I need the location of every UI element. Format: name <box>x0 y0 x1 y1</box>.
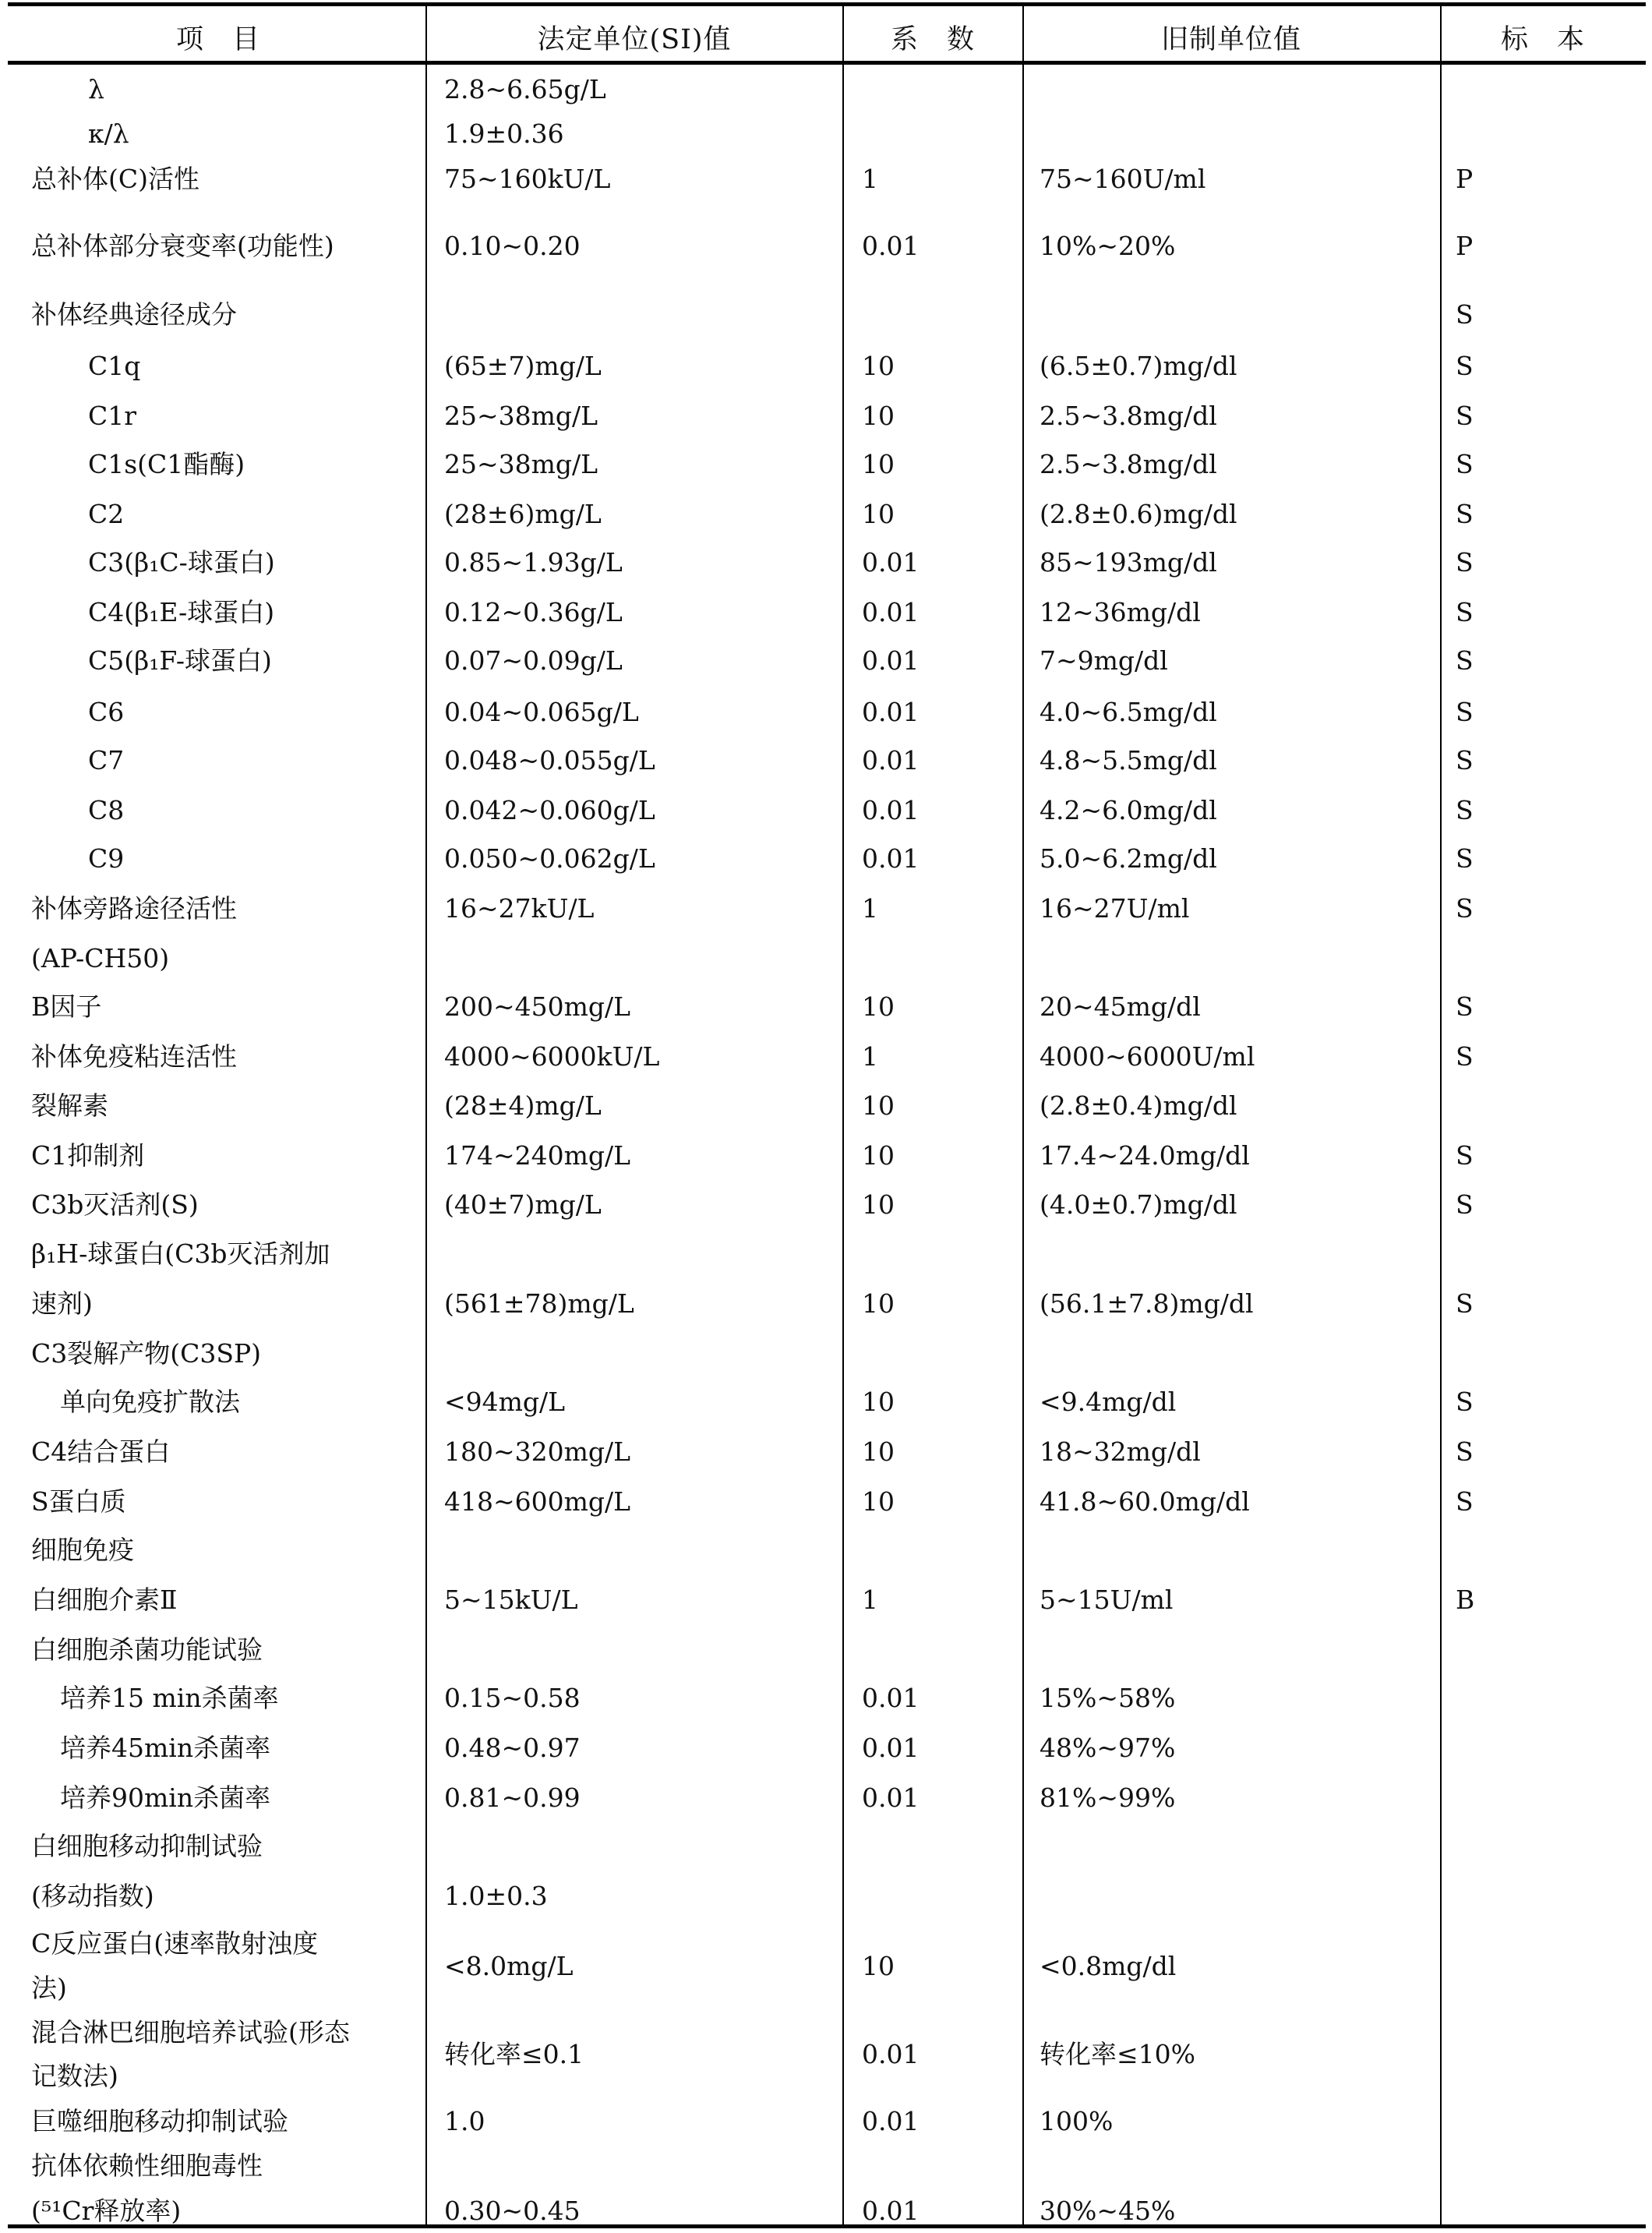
specimen: S <box>1456 645 1474 677</box>
specimen: S <box>1456 1189 1474 1221</box>
si-value: <8.0mg/L <box>444 1950 574 1981</box>
old-unit-value: 10%~20% <box>1040 231 1176 262</box>
specimen: S <box>1456 1288 1474 1319</box>
item-name: λ <box>88 74 104 105</box>
old-unit-value: 17.4~24.0mg/dl <box>1040 1139 1250 1171</box>
coefficient: 10 <box>862 498 895 529</box>
coefficient: 1 <box>862 1584 878 1615</box>
si-value: (65±7)mg/L <box>444 350 602 381</box>
old-unit-value: 75~160U/ml <box>1040 164 1206 195</box>
item-name: C3裂解产物(C3SP) <box>31 1337 262 1369</box>
item-name: 裂解素 <box>31 1090 108 1121</box>
specimen: S <box>1456 350 1474 381</box>
item-name: B因子 <box>31 991 102 1023</box>
coefficient: 0.01 <box>862 1782 920 1813</box>
si-value: 1.0±0.3 <box>444 1881 548 1912</box>
si-value: (28±4)mg/L <box>444 1090 602 1121</box>
si-value: 180~320mg/L <box>444 1436 631 1467</box>
old-unit-value: 7~9mg/dl <box>1040 645 1168 677</box>
item-name: 记数法) <box>31 2061 118 2092</box>
coefficient: 0.01 <box>862 547 920 578</box>
specimen: S <box>1456 1139 1474 1171</box>
specimen: S <box>1456 843 1474 874</box>
specimen: S <box>1456 597 1474 628</box>
specimen: S <box>1456 498 1474 529</box>
old-unit-value: 5~15U/ml <box>1040 1584 1174 1615</box>
si-value: 25~38mg/L <box>444 400 598 431</box>
si-value: 0.15~0.58 <box>444 1682 581 1713</box>
coefficient: 1 <box>862 1041 878 1072</box>
si-value: (40±7)mg/L <box>444 1189 602 1221</box>
old-unit-value: 4.0~6.5mg/dl <box>1040 697 1217 727</box>
old-unit-value: 转化率≤10% <box>1040 2038 1195 2069</box>
item-name: 培养45min杀菌率 <box>60 1732 271 1763</box>
old-unit-value: 5.0~6.2mg/dl <box>1040 843 1217 874</box>
column-divider <box>842 4 844 2227</box>
item-name: C6 <box>88 697 125 727</box>
table-bottom-rule <box>8 2224 1646 2228</box>
si-value: 16~27kU/L <box>444 893 595 924</box>
item-name: S蛋白质 <box>31 1486 126 1517</box>
si-value: 2.8~6.65g/L <box>444 74 606 105</box>
specimen: P <box>1456 164 1474 195</box>
si-value: 0.050~0.062g/L <box>444 843 655 874</box>
item-name: 培养15 min杀菌率 <box>60 1682 279 1713</box>
specimen: S <box>1456 400 1474 431</box>
item-name: C反应蛋白(速率散射浊度 <box>31 1928 319 1959</box>
item-name: C7 <box>88 745 125 776</box>
item-name: C4结合蛋白 <box>31 1436 171 1467</box>
si-value: 0.12~0.36g/L <box>444 597 623 628</box>
specimen: S <box>1456 795 1474 826</box>
si-value: 0.048~0.055g/L <box>444 745 655 776</box>
si-value: 0.07~0.09g/L <box>444 645 623 677</box>
header-coefficient: 系 数 <box>890 24 976 55</box>
old-unit-value: 12~36mg/dl <box>1040 597 1201 628</box>
specimen: S <box>1456 1436 1474 1467</box>
old-unit-value: (6.5±0.7)mg/dl <box>1040 350 1237 381</box>
coefficient: 10 <box>862 1950 895 1981</box>
si-value: 75~160kU/L <box>444 164 611 195</box>
coefficient: 10 <box>862 350 895 381</box>
header-item: 项 目 <box>175 24 261 55</box>
coefficient: 0.01 <box>862 795 920 826</box>
coefficient: 0.01 <box>862 597 920 628</box>
si-value: 0.48~0.97 <box>444 1732 581 1763</box>
old-unit-value: 20~45mg/dl <box>1040 991 1201 1023</box>
coefficient: 10 <box>862 1139 895 1171</box>
coefficient: 10 <box>862 1288 895 1319</box>
item-name: 单向免疫扩散法 <box>60 1386 240 1417</box>
old-unit-value: 100% <box>1040 2105 1114 2136</box>
old-unit-value: <9.4mg/dl <box>1040 1386 1177 1417</box>
specimen: S <box>1456 893 1474 924</box>
coefficient: 10 <box>862 1090 895 1121</box>
coefficient: 0.01 <box>862 745 920 776</box>
item-name: 白细胞杀菌功能试验 <box>31 1634 263 1665</box>
coefficient: 0.01 <box>862 843 920 874</box>
item-name: C3b灭活剂(S) <box>31 1189 199 1221</box>
item-name: 速剂) <box>31 1288 93 1319</box>
coefficient: 0.01 <box>862 231 920 262</box>
specimen: S <box>1456 1041 1474 1072</box>
old-unit-value: 48%~97% <box>1040 1732 1176 1763</box>
item-name: C1r <box>88 400 137 431</box>
coefficient: 10 <box>862 448 895 479</box>
column-divider <box>1022 4 1024 2227</box>
header-specimen: 标 本 <box>1500 24 1586 55</box>
specimen: S <box>1456 697 1474 727</box>
item-name: C8 <box>88 795 125 826</box>
coefficient: 10 <box>862 1189 895 1221</box>
si-value: 200~450mg/L <box>444 991 631 1023</box>
coefficient: 1 <box>862 893 878 924</box>
si-value: <94mg/L <box>444 1386 566 1417</box>
item-name: C2 <box>88 498 125 529</box>
old-unit-value: 16~27U/ml <box>1040 893 1190 924</box>
item-name: C1s(C1酯酶) <box>88 448 245 479</box>
item-name: 法) <box>31 1972 67 2003</box>
item-name: β₁H-球蛋白(C3b灭活剂加 <box>31 1238 330 1269</box>
old-unit-value: (2.8±0.4)mg/dl <box>1040 1090 1237 1121</box>
old-unit-value: 4000~6000U/ml <box>1040 1041 1255 1072</box>
header-bottom-rule <box>8 61 1646 65</box>
item-name: 白细胞介素Ⅱ <box>31 1584 178 1615</box>
old-unit-value: 30%~45% <box>1040 2196 1176 2227</box>
header-old-unit-value: 旧制单位值 <box>1160 24 1302 55</box>
item-name: C4(β₁E-球蛋白) <box>88 597 275 628</box>
coefficient: 0.01 <box>862 2105 920 2136</box>
old-unit-value: 2.5~3.8mg/dl <box>1040 400 1217 431</box>
coefficient: 0.01 <box>862 1682 920 1713</box>
old-unit-value: 4.2~6.0mg/dl <box>1040 795 1217 826</box>
item-name: 补体旁路途径活性 <box>31 893 237 924</box>
coefficient: 0.01 <box>862 2038 920 2069</box>
column-divider <box>425 4 427 2227</box>
specimen: S <box>1456 1486 1474 1517</box>
coefficient: 0.01 <box>862 1732 920 1763</box>
item-name: 培养90min杀菌率 <box>60 1782 271 1813</box>
specimen: S <box>1456 991 1474 1023</box>
item-name: (AP-CH50) <box>31 943 170 974</box>
coefficient: 10 <box>862 1386 895 1417</box>
si-value: 0.042~0.060g/L <box>444 795 655 826</box>
si-value: 25~38mg/L <box>444 448 598 479</box>
old-unit-value: (4.0±0.7)mg/dl <box>1040 1189 1237 1221</box>
specimen: S <box>1456 1386 1474 1417</box>
specimen: P <box>1456 231 1474 262</box>
item-name: (移动指数) <box>31 1881 154 1912</box>
si-value: 174~240mg/L <box>444 1139 631 1171</box>
old-unit-value: 81%~99% <box>1040 1782 1176 1813</box>
item-name: 补体免疫粘连活性 <box>31 1041 237 1072</box>
item-name: C9 <box>88 843 125 874</box>
si-value: 4000~6000kU/L <box>444 1041 660 1072</box>
specimen: S <box>1456 547 1474 578</box>
item-name: 白细胞移动抑制试验 <box>31 1831 263 1862</box>
coefficient: 10 <box>862 1436 895 1467</box>
item-name: C1q <box>88 350 141 381</box>
item-name: 细胞免疫 <box>31 1534 134 1565</box>
item-name: κ/λ <box>88 118 129 149</box>
si-value: 418~600mg/L <box>444 1486 631 1517</box>
old-unit-value: 18~32mg/dl <box>1040 1436 1201 1467</box>
specimen: S <box>1456 299 1474 330</box>
si-value: (28±6)mg/L <box>444 498 602 529</box>
item-name: C1抑制剂 <box>31 1139 145 1171</box>
table-top-rule <box>8 2 1646 6</box>
old-unit-value: 41.8~60.0mg/dl <box>1040 1486 1250 1517</box>
item-name: C3(β₁C-球蛋白) <box>88 547 275 578</box>
specimen: B <box>1456 1584 1475 1615</box>
old-unit-value: (56.1±7.8)mg/dl <box>1040 1288 1254 1319</box>
item-name: 补体经典途径成分 <box>31 299 237 330</box>
item-name: 混合淋巴细胞培养试验(形态 <box>31 2016 350 2048</box>
old-unit-value: <0.8mg/dl <box>1040 1950 1177 1981</box>
si-value: 0.30~0.45 <box>444 2196 581 2227</box>
item-name: 抗体依赖性细胞毒性 <box>31 2150 263 2181</box>
si-value: 0.10~0.20 <box>444 231 581 262</box>
item-name: (⁵¹Cr释放率) <box>31 2196 182 2227</box>
coefficient: 1 <box>862 164 878 195</box>
si-value: 1.0 <box>444 2105 485 2136</box>
item-name: 总补体部分衰变率(功能性) <box>31 231 334 262</box>
si-value: 5~15kU/L <box>444 1584 578 1615</box>
coefficient: 0.01 <box>862 697 920 727</box>
old-unit-value: 2.5~3.8mg/dl <box>1040 448 1217 479</box>
si-value: 0.81~0.99 <box>444 1782 581 1813</box>
header-si-value: 法定单位(SI)值 <box>537 24 732 55</box>
old-unit-value: 85~193mg/dl <box>1040 547 1217 578</box>
si-value: 0.04~0.065g/L <box>444 697 639 727</box>
old-unit-value: 4.8~5.5mg/dl <box>1040 745 1217 776</box>
coefficient: 10 <box>862 991 895 1023</box>
old-unit-value: 15%~58% <box>1040 1682 1176 1713</box>
specimen: S <box>1456 448 1474 479</box>
coefficient: 10 <box>862 400 895 431</box>
column-divider <box>1440 4 1442 2227</box>
coefficient: 10 <box>862 1486 895 1517</box>
si-value: 1.9±0.36 <box>444 118 564 149</box>
item-name: 巨噬细胞移动抑制试验 <box>31 2105 288 2136</box>
coefficient: 0.01 <box>862 645 920 677</box>
old-unit-value: (2.8±0.6)mg/dl <box>1040 498 1237 529</box>
si-value: 转化率≤0.1 <box>444 2038 584 2069</box>
coefficient: 0.01 <box>862 2196 920 2227</box>
si-value: (561±78)mg/L <box>444 1288 634 1319</box>
specimen: S <box>1456 745 1474 776</box>
item-name: 总补体(C)活性 <box>31 164 199 195</box>
item-name: C5(β₁F-球蛋白) <box>88 645 272 677</box>
si-value: 0.85~1.93g/L <box>444 547 623 578</box>
